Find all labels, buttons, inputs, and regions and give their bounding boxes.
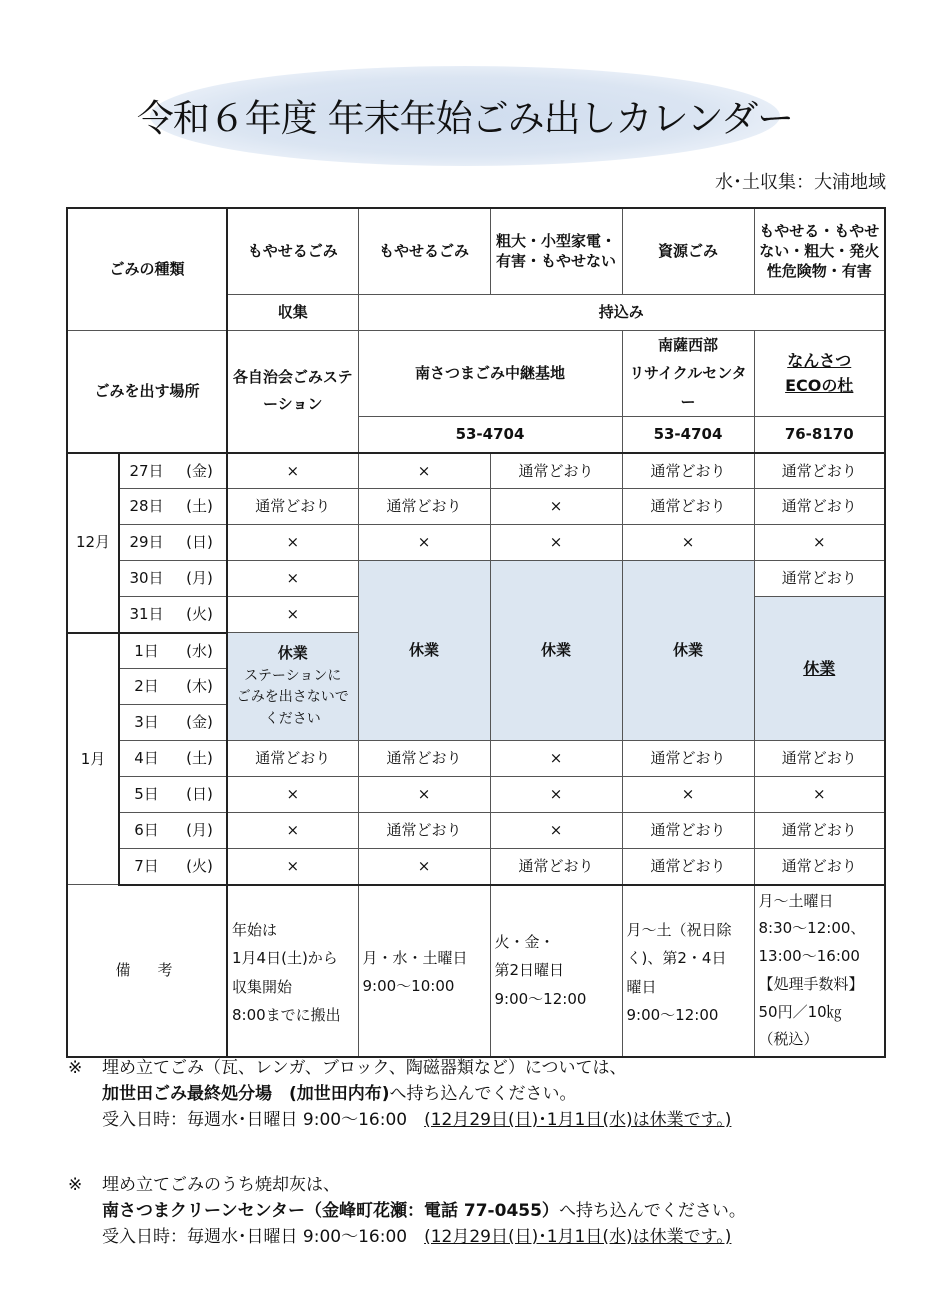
- header-collect: 収集: [227, 294, 358, 330]
- status-cell: ×: [358, 777, 490, 813]
- closed-recycle: 休業: [622, 561, 754, 741]
- remarks-relay-moyaseru: [358, 885, 490, 1057]
- remark-line: 1月4日(土)から: [232, 949, 338, 967]
- dow-cell: (日): [173, 525, 227, 561]
- remark-line: 【処理手数料】: [758, 974, 864, 993]
- status-cell: 通常どおり: [358, 489, 490, 525]
- status-cell: ×: [227, 777, 358, 813]
- place-recycle-line1: 南薩西部: [657, 335, 718, 354]
- place-eco-line1: なんさつ: [787, 350, 852, 370]
- status-cell: ×: [490, 741, 622, 777]
- place-station: 各自治会ごみステーション: [227, 330, 358, 453]
- note-line: へ持ち込んでください。: [558, 1201, 746, 1221]
- day-cell: 28日: [119, 489, 173, 525]
- remark-line: 8:30～12:00、: [758, 919, 866, 938]
- place-relay: 南さつまごみ中継基地: [358, 330, 622, 417]
- table-row: [67, 453, 885, 489]
- tel-relay: 53-4704: [358, 417, 622, 453]
- day-cell: 7日: [119, 849, 173, 885]
- table-row: [67, 813, 885, 849]
- remark-line: 月・水・土曜日: [362, 948, 468, 967]
- status-cell: 通常どおり: [358, 813, 490, 849]
- day-cell: 4日: [119, 741, 173, 777]
- note-mark: ※: [68, 1058, 83, 1078]
- remark-line: く)、第2・4日: [626, 949, 727, 967]
- day-cell: 31日: [119, 597, 173, 633]
- status-cell: ×: [622, 777, 754, 813]
- remark-line: 収集開始: [232, 977, 293, 996]
- remarks-label: 備 考: [67, 885, 227, 1057]
- status-cell: ×: [227, 813, 358, 849]
- table-row: [67, 561, 885, 597]
- remark-line: 9:00～12:00: [626, 1006, 719, 1024]
- note-landfill: [68, 1055, 908, 1133]
- note-ash: [68, 1172, 908, 1250]
- day-cell: 27日: [119, 453, 173, 489]
- table-row: [67, 489, 885, 525]
- remark-line: 第2日曜日: [494, 961, 565, 979]
- area-subtitle: 水･土収集：大浦地域: [715, 172, 886, 193]
- status-cell: 通常どおり: [622, 813, 754, 849]
- status-cell: ×: [490, 525, 622, 561]
- note-hours: 受入日時：毎週水･日曜日 9:00～16:00: [102, 1227, 425, 1247]
- status-cell: ×: [490, 813, 622, 849]
- status-cell: ×: [754, 525, 885, 561]
- closed-relay-moyaseru: 休業: [358, 561, 490, 741]
- day-cell: 3日: [119, 705, 173, 741]
- status-cell: 通常どおり: [490, 453, 622, 489]
- status-cell: 通常どおり: [622, 741, 754, 777]
- dow-cell: (金): [173, 705, 227, 741]
- closed-station-note-2: ごみを出さないで: [236, 689, 349, 706]
- status-cell: ×: [490, 489, 622, 525]
- dow-cell: (月): [173, 561, 227, 597]
- day-cell: 5日: [119, 777, 173, 813]
- status-cell: ×: [358, 525, 490, 561]
- note-place-bold: 南さつまクリーンセンター（金峰町花瀬：電話 77-0455）: [102, 1201, 559, 1221]
- page-title: 令和６年度 年末年始ごみ出しカレンダー: [136, 97, 794, 140]
- status-cell: ×: [227, 525, 358, 561]
- header-col-3: 粗大・小型家電・有害・もやせない: [490, 208, 622, 294]
- status-cell: 通常どおり: [754, 813, 885, 849]
- header-col-2: もやせるごみ: [358, 208, 490, 294]
- header-bring: 持込み: [358, 294, 885, 330]
- status-cell: 通常どおり: [754, 453, 885, 489]
- table-row: [67, 741, 885, 777]
- dow-cell: (土): [173, 489, 227, 525]
- dow-cell: (土): [173, 741, 227, 777]
- garbage-calendar-table: [66, 207, 886, 1058]
- remarks-eco: [754, 885, 885, 1057]
- status-cell: ×: [754, 777, 885, 813]
- remark-line: 9:00～12:00: [494, 989, 587, 1008]
- status-cell: 通常どおり: [227, 489, 358, 525]
- day-cell: 1日: [119, 633, 173, 669]
- table-row: [67, 777, 885, 813]
- status-cell: ×: [622, 525, 754, 561]
- remarks-row: [67, 885, 885, 1057]
- note-line: へ持ち込んでください。: [389, 1084, 577, 1104]
- status-cell: 通常どおり: [490, 849, 622, 885]
- dow-cell: (水): [173, 633, 227, 669]
- status-cell: 通常どおり: [622, 489, 754, 525]
- closed-station: [227, 633, 358, 741]
- dow-cell: (金): [173, 453, 227, 489]
- closed-eco: 休業: [754, 597, 885, 741]
- status-cell: ×: [358, 849, 490, 885]
- place-recycle: [622, 330, 754, 417]
- place-eco-line2: ECOの杜: [785, 376, 854, 396]
- status-cell: 通常どおり: [622, 453, 754, 489]
- status-cell: 通常どおり: [358, 741, 490, 777]
- dow-cell: (火): [173, 849, 227, 885]
- header-type-label: ごみの種類: [67, 208, 227, 330]
- remark-line: 8:00までに搬出: [232, 1006, 341, 1024]
- note-mark: ※: [68, 1175, 83, 1195]
- status-cell: ×: [227, 453, 358, 489]
- remark-line: 9:00～10:00: [362, 977, 455, 995]
- closed-station-label: 休業: [277, 644, 308, 663]
- note-line: 埋め立てごみのうち焼却灰は、: [102, 1175, 340, 1195]
- remark-line: 月～土（祝日除: [626, 920, 732, 939]
- remark-line: 50円／10㎏: [758, 1002, 842, 1021]
- header-col-4: 資源ごみ: [622, 208, 754, 294]
- note-place-bold: 加世田ごみ最終処分場 (加世田内布): [102, 1084, 390, 1104]
- table-row: [67, 525, 885, 561]
- tel-recycle: 53-4704: [622, 417, 754, 453]
- status-cell: 通常どおり: [227, 741, 358, 777]
- dow-cell: (月): [173, 813, 227, 849]
- remark-line: 年始は: [232, 920, 278, 939]
- remarks-relay-sodai: [490, 885, 622, 1057]
- status-cell: 通常どおり: [754, 741, 885, 777]
- note-hours: 受入日時：毎週水･日曜日 9:00～16:00: [102, 1110, 425, 1130]
- remark-line: 曜日: [626, 977, 657, 996]
- remark-line: 月～土曜日: [758, 891, 834, 910]
- note-line: 埋め立てごみ（瓦、レンガ、ブロック、陶磁器類など）については、: [102, 1058, 627, 1078]
- month-december: 12月: [67, 453, 119, 633]
- place-recycle-line2: リサイクルセンター: [629, 364, 747, 411]
- remark-line: （税込）: [758, 1030, 819, 1049]
- dow-cell: (日): [173, 777, 227, 813]
- day-cell: 2日: [119, 669, 173, 705]
- status-cell: ×: [227, 849, 358, 885]
- day-cell: 6日: [119, 813, 173, 849]
- place-eco: [754, 330, 885, 417]
- note-closed-days: (12月29日(日)･1月1日(水)は休業です。): [424, 1110, 732, 1130]
- closed-station-note-1: ステーションに: [244, 667, 342, 684]
- closed-relay-sodai: 休業: [490, 561, 622, 741]
- status-cell: 通常どおり: [754, 489, 885, 525]
- header-col-5: もやせる・もやせない・粗大・発火性危険物・有害: [754, 208, 885, 294]
- dow-cell: (火): [173, 597, 227, 633]
- remarks-recycle: [622, 885, 754, 1057]
- status-cell: ×: [358, 453, 490, 489]
- table-row: [67, 849, 885, 885]
- note-closed-days: (12月29日(日)･1月1日(水)は休業です。): [424, 1227, 732, 1247]
- remark-line: 火・金・: [494, 932, 555, 951]
- remarks-station: [227, 885, 358, 1057]
- status-cell: ×: [490, 777, 622, 813]
- header-place-label: ごみを出す場所: [67, 330, 227, 453]
- status-cell: ×: [227, 561, 358, 597]
- status-cell: 通常どおり: [754, 849, 885, 885]
- month-january: 1月: [67, 633, 119, 885]
- dow-cell: (木): [173, 669, 227, 705]
- day-cell: 30日: [119, 561, 173, 597]
- status-cell: 通常どおり: [754, 561, 885, 597]
- status-cell: ×: [227, 597, 358, 633]
- status-cell: 通常どおり: [622, 849, 754, 885]
- day-cell: 29日: [119, 525, 173, 561]
- closed-station-note-3: ください: [264, 710, 321, 727]
- remark-line: 13:00～16:00: [758, 947, 860, 965]
- header-col-1: もやせるごみ: [227, 208, 358, 294]
- tel-eco: 76-8170: [754, 417, 885, 453]
